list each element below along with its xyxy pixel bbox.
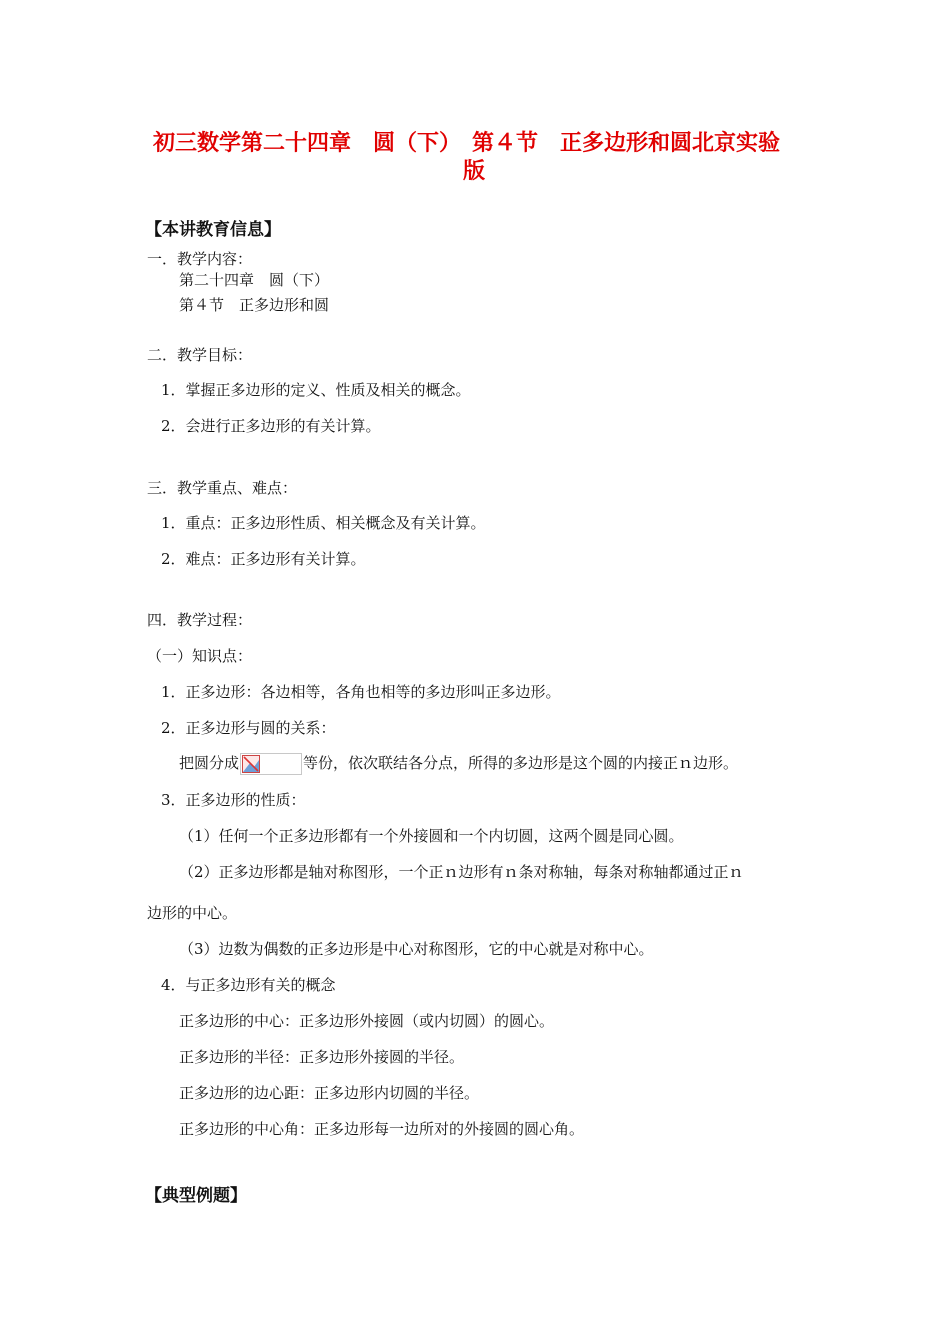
- knowledge-2-post: 等份，依次联结各分点，所得的多边形是这个圆的内接正ｎ边形。: [303, 754, 739, 772]
- part2-heading: 二．教学目标：: [147, 346, 253, 364]
- title-line-1: 初三数学第二十四章 圆（下） 第４节 正多边形和圆北京实验: [153, 131, 781, 156]
- knowledge-subheading: （一）知识点：: [147, 647, 253, 665]
- concept-apothem: 正多边形的边心距：正多边形内切圆的半径。: [179, 1084, 480, 1102]
- part3-heading: 三．教学重点、难点：: [147, 479, 298, 497]
- knowledge-2-detail: [179, 753, 738, 775]
- section-info-heading: 【本讲教育信息】: [145, 220, 281, 240]
- knowledge-2: 2．正多边形与圆的关系：: [161, 719, 336, 737]
- knowledge-1: 1．正多边形：各边相等，各角也相等的多边形叫正多边形。: [161, 683, 561, 701]
- part3-item-1: 1．重点：正多边形性质、相关概念及有关计算。: [161, 514, 486, 532]
- part1-line-2: 第４节 正多边形和圆: [179, 296, 330, 314]
- section-examples-heading: 【典型例题】: [145, 1186, 247, 1206]
- property-3: （3）边数为偶数的正多边形是中心对称图形，它的中心就是对称中心。: [179, 940, 654, 958]
- title-line-2: 版: [463, 159, 486, 184]
- concept-center: 正多边形的中心：正多边形外接圆（或内切圆）的圆心。: [179, 1012, 555, 1030]
- knowledge-2-pre: 把圆分成: [179, 754, 240, 772]
- formula-image-icon: [240, 753, 302, 775]
- part2-item-1: 1．掌握正多边形的定义、性质及相关的概念。: [161, 381, 471, 399]
- knowledge-3: 3．正多边形的性质：: [161, 791, 306, 809]
- part2-item-2: 2．会进行正多边形的有关计算。: [161, 417, 381, 435]
- part1-heading: 一．教学内容：: [147, 250, 253, 268]
- part4-heading: 四．教学过程：: [147, 611, 253, 629]
- concept-central-angle: 正多边形的中心角：正多边形每一边所对的外接圆的圆心角。: [179, 1120, 585, 1138]
- part1-line-1: 第二十四章 圆（下）: [179, 271, 330, 289]
- part3-item-2: 2．难点：正多边形有关计算。: [161, 550, 366, 568]
- concept-radius: 正多边形的半径：正多边形外接圆的半径。: [179, 1048, 465, 1066]
- property-2-line-1: （2）正多边形都是轴对称图形，一个正ｎ边形有ｎ条对称轴，每条对称轴都通过正ｎ: [179, 863, 744, 881]
- knowledge-4: 4．与正多边形有关的概念: [161, 976, 336, 994]
- property-2-line-2: 边形的中心。: [147, 904, 238, 922]
- property-1: （1）任何一个正多边形都有一个外接圆和一个内切圆，这两个圆是同心圆。: [179, 827, 684, 845]
